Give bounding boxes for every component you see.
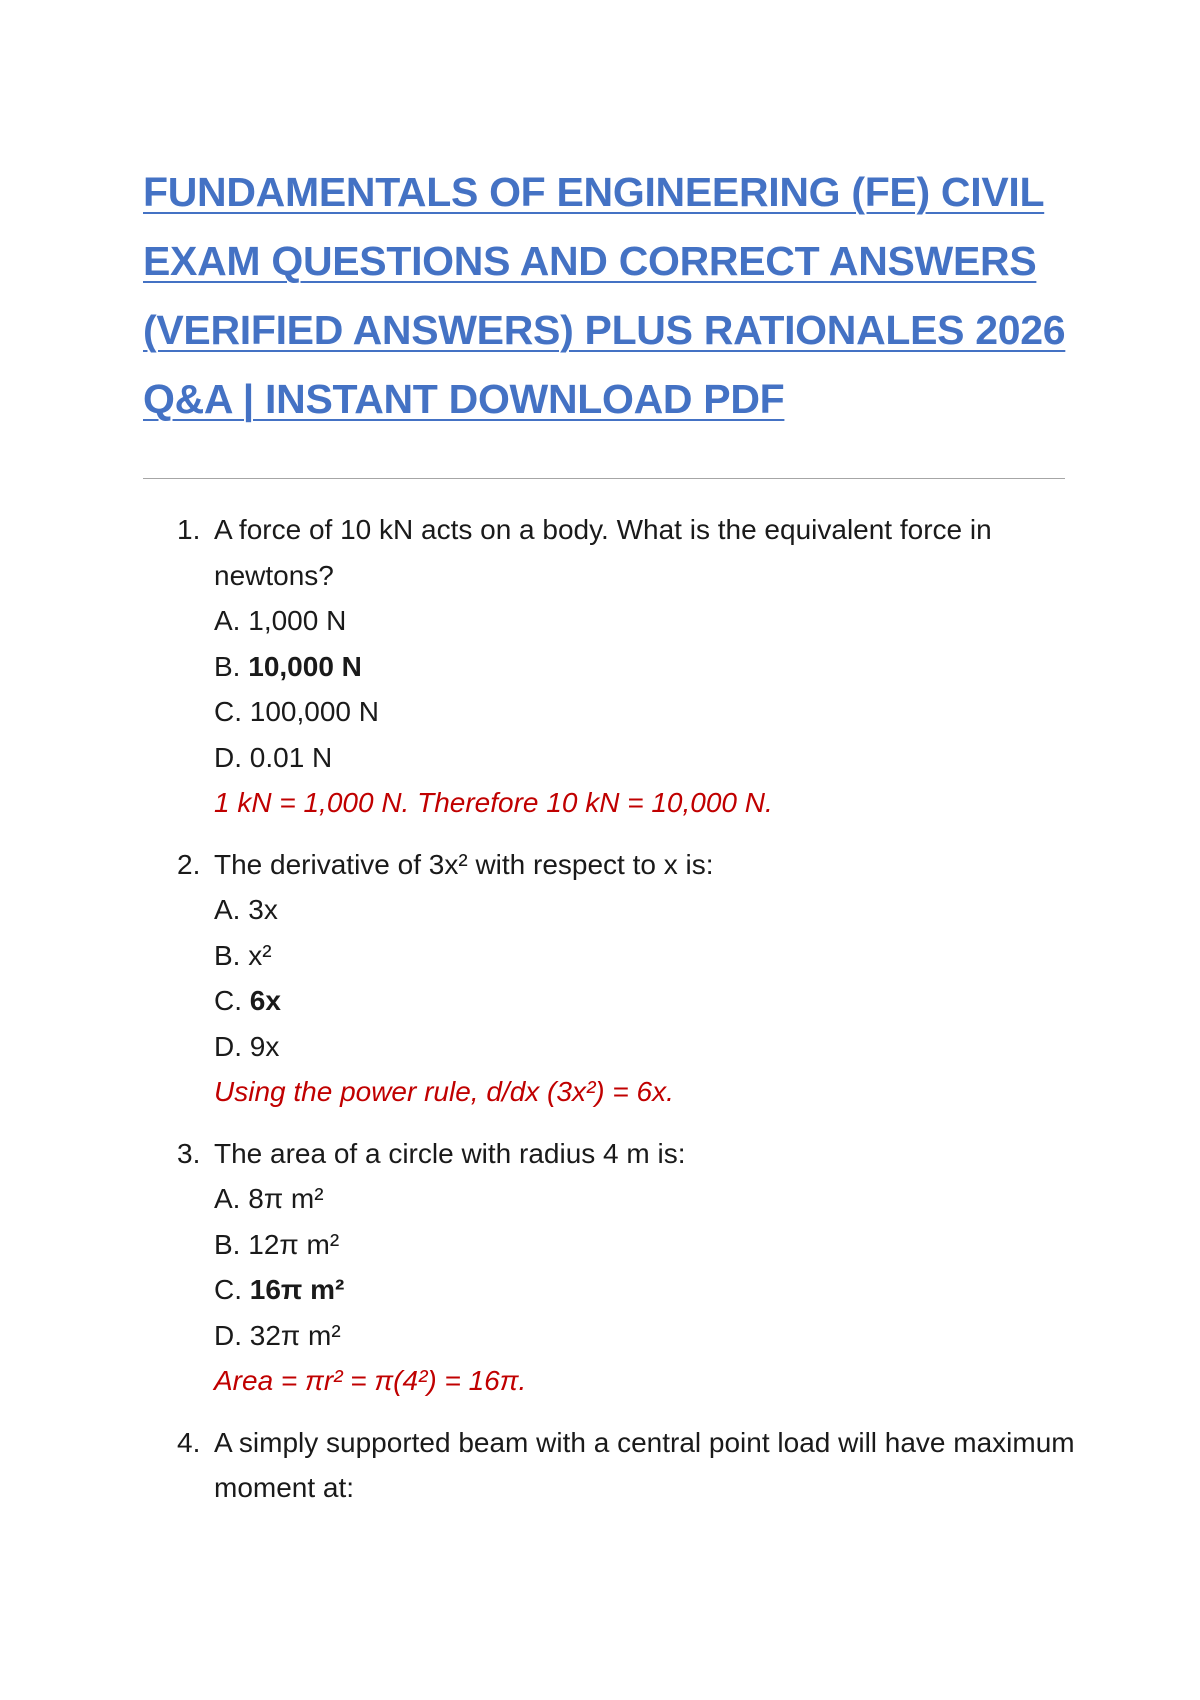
- option-letter: B.: [214, 650, 241, 682]
- title-line: FUNDAMENTALS OF ENGINEERING (FE) CIVIL: [143, 169, 1045, 215]
- rationale: Using the power rule, d/dx (3x²) = 6x.: [214, 1076, 674, 1107]
- option-b: [214, 1222, 1080, 1268]
- option-d: [214, 1313, 1080, 1359]
- option-text: 10,000 N: [248, 650, 362, 682]
- option-c: [214, 689, 1080, 735]
- option-a: [214, 1176, 1080, 1222]
- option-text: 32π m²: [249, 1319, 341, 1351]
- option-c-correct: [214, 1267, 1080, 1313]
- rationale: 1 kN = 1,000 N. Therefore 10 kN = 10,000 N.: [214, 787, 773, 818]
- title-line: Q&A | INSTANT DOWNLOAD PDF: [143, 376, 785, 422]
- option-d: [214, 1024, 1080, 1070]
- option-text: 1,000 N: [248, 605, 347, 636]
- question-number: 1.: [177, 514, 201, 545]
- question-2: [0, 842, 1200, 1115]
- option-letter: A.: [214, 1183, 241, 1214]
- document-title: [143, 158, 1103, 434]
- rationale: Area = πr² = π(4²) = 16π.: [214, 1365, 527, 1396]
- option-text: 3x: [248, 894, 278, 925]
- option-b-correct: [214, 644, 1080, 690]
- title-line: (VERIFIED ANSWERS) PLUS RATIONALES 2026: [143, 307, 1066, 353]
- option-text: 8π m²: [248, 1183, 324, 1214]
- question-text: The area of a circle with radius 4 m is:: [214, 1137, 686, 1169]
- option-text: 0.01 N: [249, 741, 333, 773]
- option-text: 100,000 N: [249, 696, 379, 727]
- option-letter: D.: [214, 1319, 242, 1351]
- option-letter: D.: [214, 1030, 242, 1062]
- question-list: [0, 507, 1200, 1527]
- question-3: [0, 1131, 1200, 1404]
- option-letter: A.: [214, 605, 241, 636]
- question-number: 3.: [177, 1137, 201, 1169]
- answer-options: [214, 598, 1080, 780]
- option-letter: B.: [214, 939, 241, 971]
- option-d: [214, 735, 1080, 781]
- option-a: [214, 598, 1080, 644]
- question-text: The derivative of 3x² with respect to x is:: [214, 848, 714, 880]
- option-letter: B.: [214, 1228, 241, 1260]
- option-c-correct: [214, 978, 1080, 1024]
- question-number: 4.: [177, 1426, 201, 1458]
- option-a: [214, 887, 1080, 933]
- option-letter: C.: [214, 985, 242, 1016]
- option-letter: C.: [214, 1274, 242, 1305]
- question-4: [0, 1420, 1200, 1511]
- answer-options: [214, 887, 1080, 1069]
- option-letter: C.: [214, 696, 242, 727]
- question-text: A force of 10 kN acts on a body. What is the equivalent force in newtons?: [214, 514, 992, 591]
- option-text: 12π m²: [248, 1228, 340, 1260]
- option-text: x²: [248, 939, 272, 971]
- horizontal-divider: [143, 478, 1065, 479]
- answer-options: [214, 1176, 1080, 1358]
- question-text: A simply supported beam with a central point load will have maximum moment at:: [214, 1426, 1075, 1503]
- option-text: 6x: [249, 985, 281, 1016]
- question-1: [0, 507, 1200, 826]
- option-text: 16π m²: [249, 1274, 345, 1305]
- option-text: 9x: [249, 1030, 280, 1062]
- question-number: 2.: [177, 848, 201, 880]
- option-b: [214, 933, 1080, 979]
- option-letter: D.: [214, 741, 242, 773]
- title-line: EXAM QUESTIONS AND CORRECT ANSWERS: [143, 238, 1037, 284]
- option-letter: A.: [214, 894, 241, 925]
